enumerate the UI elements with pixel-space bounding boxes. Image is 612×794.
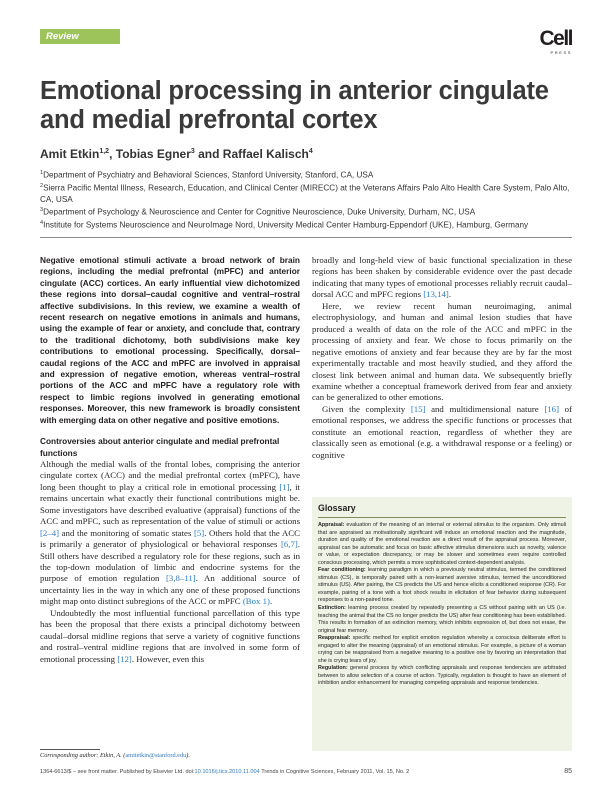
- logo-text: Cell: [539, 27, 572, 50]
- header-divider: [40, 237, 572, 238]
- glossary-entry: Regulation: general process by which conflicting appraisals and response tendencies are arbitrated between to allow selection of a course of action. Typically, regulation is thought to have an element of inhibition and/or enhancement for managing competing appraisals and response tendencies.: [318, 665, 566, 687]
- glossary-entry: Appraisal: evaluation of the meaning of an internal or external stimulus to the organism. Only stimuli that are appraised as motivationally significant will induce an emotional reaction and the magnitude, duration and quality of the emotional reaction are a direct result of the appraisal process. Moreover, appraisal can be automatic and focus on basic affective stimulus dimensions such as novelty, valence or value, or expectation discrepancy, or may be slower and sometimes even require controlled conscious processing, which permits a more sophisticated context-dependent analysis.: [318, 522, 566, 566]
- section-tag: Review: [40, 29, 120, 44]
- left-column: [40, 255, 300, 665]
- corresponding-label: Corresponding author:: [40, 752, 99, 759]
- body-paragraph: Undoubtedly the most influential functional parcellation of this type has been the proposal that there exists a principal dichotomy between caudal–dorsal midline regions that serve a variety of cognitive functions and rostral–ventral midline regions that are involved in some form of emotional processing [12]. However, even this: [40, 607, 300, 664]
- affiliation: $^4$Institute for Systems Neuroscience and NeuroImage Nord, University Medical Center Hamburg-Eppendorf (UKE), Hamburg, Germany: [40, 220, 529, 231]
- section-heading: Controversies about anterior cingulate and medial prefrontal functions: [40, 436, 280, 458]
- author-list: Amit Etkin$^{1,2}$, Tobias Egner$^3$ and Raffael Kalisch$^4$: [40, 147, 313, 161]
- page-number: 85: [564, 768, 572, 775]
- glossary-term: Reappraisal:: [318, 635, 351, 642]
- affiliation-list: [40, 168, 580, 231]
- corresponding-name: Etkin, A. (: [98, 752, 126, 759]
- glossary-title: Glossary: [318, 503, 356, 513]
- corresponding-close: ).: [186, 752, 190, 759]
- glossary-term: Regulation:: [318, 665, 348, 672]
- citation-link[interactable]: [2–4]: [40, 527, 60, 538]
- abstract: Negative emotional stimuli activate a broad network of brain regions, including the medial prefrontal (mPFC) and anterior cingulate (ACC) cortices. An early influential view dichotomized these regions into dorsal–caudal cognitive and ventral–rostral affective subdivisions. In this review, we examine a wealth of recent research on negative emotions in animals and humans, using the example of fear or anxiety, and conclude that, contrary to the traditional dichotomy, both subdivisions make key contributions to emotional processing. Specifically, dorsal–caudal regions of the ACC and mPFC are involved in appraisal and expression of negative emotion, whereas ventral–rostral portions of the ACC and mPFC have a regulatory role with respect to limbic regions involved in generating emotional responses. Moreover, this new framework is broadly consistent with emerging data on other negative and positive emotions.: [40, 255, 300, 425]
- publisher-logo: [539, 28, 572, 55]
- glossary-box: [312, 497, 572, 751]
- body-paragraph: Here, we review recent human neuroimaging, animal electrophysiology, and human and animal lesion studies that have produced a wealth of data on the role of the ACC and mPFC in the processing of anxiety and fear. We chose to focus primarily on the negative emotions of anxiety and fear because they are by far the most experimentally tractable and most heavily studied, and they afford the closest link between animal and human data. We subsequently briefly examine whether a conceptual framework derived from fear and anxiety can be generalized to other emotions.: [312, 300, 572, 403]
- body-paragraph: Given the complexity [15] and multidimensional nature [16] of emotional responses, we address the specific functions or processes that constitute an emotional reaction, regardless of whether they are classically seen as emotional (e.g. a withdrawal response or a feeling) or cognitive: [312, 403, 573, 460]
- glossary-entry: Reappraisal: specific method for explicit emotion regulation whereby a conscious deliberate effort is engaged to alter the meaning (appraisal) of an emotional stimulus. For example, a picture of a woman crying can be reappraised from a negative meaning to a positive one by favoring an interpretation that she is crying tears of joy.: [318, 635, 566, 664]
- author-name: Raffael Kalisch: [222, 147, 309, 161]
- glossary-entry: Extinction: learning process created by repeatedly presenting a CS without pairing with an US (i.e. teaching the animal that the CS no longer predicts the US) after fear conditioning has been established. This results in formation of an extinction memory, which inhibits expression of, but does not erase, the original fear memory.: [318, 605, 566, 634]
- doi-link[interactable]: 10.1016/j.tics.2010.11.004: [194, 769, 260, 775]
- citation-link[interactable]: [3,8–11]: [166, 573, 196, 584]
- article-title: Emotional processing in anterior cingulate and medial prefrontal cortex: [40, 77, 549, 134]
- citation-link[interactable]: (Box 1): [242, 596, 270, 607]
- citation-link[interactable]: [1]: [279, 481, 290, 492]
- glossary-divider: [318, 517, 566, 518]
- citation-link[interactable]: [13,14]: [423, 289, 449, 300]
- citation-link[interactable]: [5]: [193, 527, 205, 538]
- author-affiliation-mark: 1,2: [99, 148, 110, 155]
- author-email-link[interactable]: amitetkin@stanford.edu: [125, 752, 187, 759]
- author-name: Tobias Egner: [115, 147, 191, 161]
- author-name: Amit Etkin: [40, 147, 100, 161]
- glossary-term: Appraisal:: [318, 522, 345, 528]
- citation-link[interactable]: [16]: [544, 403, 560, 414]
- affiliation: $^3$Department of Psychology & Neuroscience and Center for Cognitive Neuroscience, Duke University, Durham, NC, USA: [40, 207, 476, 218]
- glossary-term: Fear conditioning:: [318, 567, 366, 574]
- citation-link[interactable]: [12]: [117, 653, 132, 664]
- affiliation: $^2$Sierra Pacific Mental Illness, Research, Education, and Clinical Center (MIRECC) at the Veterans Affairs Palo Alto Health Care System, Palo Alto, CA, USA: [40, 183, 570, 205]
- body-paragraph: Although the medial walls of the frontal lobes, comprising the anterior cingulate cortex (ACC) and the medial prefrontal cortex (mPFC), have long been thought to play a critical role in emotional processing [1], it remains uncertain what exactly their functional contributions might be. Some investigators have described evaluative (appraisal) functions of the ACC and mPFC, such as representation of the value of stimuli or actions [2–4] and the monitoring of somatic states [5]. Others hold that the ACC is primarily a generator of physiological or behavioral responses [6,7]. Still others have described a regulatory role for these regions, such as in the top-down modulation of limbic and endocrine systems for the purpose of emotion regulation [3,8–11]. An additional source of uncertainty lies in the way in which any one of these proposed functions might map onto distinct subregions of the ACC or mPFC (Box 1).: [40, 458, 300, 607]
- body-paragraph: broadly and long-held view of basic functional specialization in these regions has been shaken by considerable evidence over the past decade indicating that many types of emotional processes reliably recruit caudal–dorsal ACC and mPFC regions [13,14].: [312, 255, 572, 300]
- right-column: [312, 255, 572, 461]
- glossary-term: Extinction:: [318, 605, 346, 612]
- footer-prefix: 1364-6613/$ – see front matter. Published by Elsevier Ltd. doi:: [40, 769, 195, 775]
- author-affiliation-mark: 3: [190, 148, 195, 155]
- citation-link[interactable]: [6,7]: [280, 539, 298, 550]
- citation-link[interactable]: [15]: [410, 403, 426, 414]
- glossary-entry: Fear conditioning: learning paradigm in which a previously neutral stimulus, termed the conditioned stimulus (CS), is temporally paired with a non-learned aversive stimulus, termed the unconditioned stimulus (US). After pairing, the CS predicts the US and hence elicits a conditioned response (CR). For example, pairing of a tone with a foot shock results in elicitation of fear behavior during subsequent responses to a non-paired tone.: [318, 567, 567, 604]
- glossary-entries: [318, 522, 566, 688]
- corresponding-author: [40, 752, 190, 759]
- author-affiliation-mark: 4: [308, 148, 313, 155]
- affiliation: $^1$Department of Psychiatry and Behavioral Sciences, Stanford University, Stanford, CA, USA: [40, 170, 374, 180]
- footer-journal: Trends in Cognitive Sciences, February 2011, Vol. 15, No. 2: [259, 769, 410, 775]
- footnote-divider: [40, 749, 100, 750]
- page-footer: [40, 769, 572, 775]
- logo-subtext: PRESS: [550, 50, 572, 55]
